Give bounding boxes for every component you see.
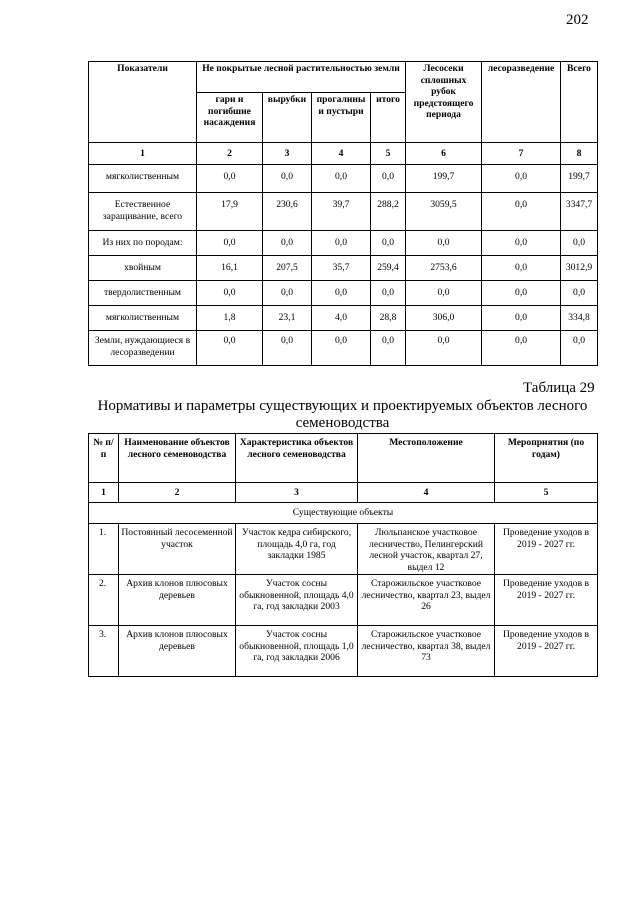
cell: 0,0 [371, 281, 406, 306]
header-measures: Мероприятия (по годам) [495, 434, 598, 483]
object-name: Архив клонов плюсовых деревьев [119, 575, 236, 626]
row-label: мягколиственным [89, 306, 197, 331]
cell: 0,0 [263, 165, 312, 193]
column-number: 3 [263, 143, 312, 165]
page-number: 202 [566, 12, 589, 28]
row-number: 2. [89, 575, 119, 626]
cell: 1,8 [197, 306, 263, 331]
column-number: 4 [312, 143, 371, 165]
row-label: хвойным [89, 256, 197, 281]
table-row [89, 331, 598, 366]
cell: 3012,9 [561, 256, 598, 281]
header-burnt: гари и погибшие насаждения [197, 93, 263, 143]
object-location: Люльпанское участковое лесничество, Пелингерский лесной участок, квартал 27, выдел 12 [358, 524, 495, 575]
object-name: Постоянный лесосеменной участок [119, 524, 236, 575]
cell: 2753,6 [406, 256, 482, 281]
object-characteristic: Участок сосны обыкновенной, площадь 4,0 га, год закладки 2003 [236, 575, 358, 626]
column-number: 3 [236, 483, 358, 503]
object-measures: Проведение уходов в 2019 - 2027 гг. [495, 626, 598, 677]
cell: 0,0 [406, 331, 482, 366]
object-name: Архив клонов плюсовых деревьев [119, 626, 236, 677]
table-row [89, 626, 598, 677]
object-location: Старожильское участковое лесничество, квартал 23, выдел 26 [358, 575, 495, 626]
cell: 35,7 [312, 256, 371, 281]
cell: 3347,7 [561, 193, 598, 231]
column-number: 1 [89, 483, 119, 503]
column-numbers-row [89, 143, 598, 165]
header-clearings: вырубки [263, 93, 312, 143]
cell: 230,6 [263, 193, 312, 231]
header-clearcuts: Лесосеки сплошных рубок предстоящего периода [406, 62, 482, 143]
section-row [89, 503, 598, 524]
table-row [89, 281, 598, 306]
cell: 288,2 [371, 193, 406, 231]
row-number: 3. [89, 626, 119, 677]
table-row [89, 193, 598, 231]
cell: 0,0 [406, 281, 482, 306]
header-name: Наименование объектов лесного семеноводства [119, 434, 236, 483]
row-label: Земли, нуждающиеся в лесоразведении [89, 331, 197, 366]
header-sum: Всего [561, 62, 598, 143]
cell: 0,0 [197, 165, 263, 193]
section-label: Существующие объекты [89, 503, 598, 524]
header-location: Местоположение [358, 434, 495, 483]
column-number: 8 [561, 143, 598, 165]
object-measures: Проведение уходов в 2019 - 2027 гг. [495, 524, 598, 575]
cell: 0,0 [482, 306, 561, 331]
cell: 0,0 [482, 231, 561, 256]
row-label: Естественное заращивание, всего [89, 193, 197, 231]
object-characteristic: Участок сосны обыкновенной, площадь 1,0 га, год закладки 2006 [236, 626, 358, 677]
table-row [89, 256, 598, 281]
cell: 259,4 [371, 256, 406, 281]
cell: 0,0 [197, 281, 263, 306]
cell: 0,0 [561, 231, 598, 256]
header-not-covered: Не покрытые лесной растительностью земли [197, 62, 406, 93]
object-characteristic: Участок кедра сибирского, площадь 4,0 га, год закладки 1985 [236, 524, 358, 575]
header-number: № п/п [89, 434, 119, 483]
cell: 0,0 [482, 281, 561, 306]
table-label: Таблица 29 [523, 380, 595, 396]
column-number: 7 [482, 143, 561, 165]
column-number: 5 [371, 143, 406, 165]
header-total: итого [371, 93, 406, 143]
cell: 207,5 [263, 256, 312, 281]
cell: 334,8 [561, 306, 598, 331]
header-indicators: Показатели [89, 62, 197, 143]
row-label: твердолиственным [89, 281, 197, 306]
row-label: мягколиственным [89, 165, 197, 193]
cell: 0,0 [312, 281, 371, 306]
table-row [89, 165, 598, 193]
column-number: 1 [89, 143, 197, 165]
cell: 0,0 [406, 231, 482, 256]
cell: 199,7 [406, 165, 482, 193]
table-row [89, 231, 598, 256]
object-location: Старожильское участковое лесничество, квартал 38, выдел 73 [358, 626, 495, 677]
cell: 0,0 [371, 231, 406, 256]
cell: 0,0 [312, 331, 371, 366]
column-number: 6 [406, 143, 482, 165]
header-afforestation: лесоразведение [482, 62, 561, 143]
cell: 0,0 [197, 331, 263, 366]
cell: 4,0 [312, 306, 371, 331]
table-row [89, 575, 598, 626]
header-characteristic: Характеристика объектов лесного семеноводства [236, 434, 358, 483]
cell: 39,7 [312, 193, 371, 231]
cell: 0,0 [482, 256, 561, 281]
cell: 16,1 [197, 256, 263, 281]
table-row [89, 306, 598, 331]
cell: 0,0 [482, 165, 561, 193]
table-title: Нормативы и параметры существующих и проектируемых объектов лесного семеноводства [97, 398, 588, 431]
cell: 23,1 [263, 306, 312, 331]
land-categories-table [88, 61, 598, 366]
cell: 0,0 [263, 331, 312, 366]
column-numbers-row [89, 483, 598, 503]
column-number: 5 [495, 483, 598, 503]
cell: 0,0 [561, 281, 598, 306]
column-number: 2 [197, 143, 263, 165]
cell: 0,0 [312, 231, 371, 256]
cell: 0,0 [312, 165, 371, 193]
table-row [89, 524, 598, 575]
cell: 0,0 [482, 193, 561, 231]
cell: 0,0 [263, 231, 312, 256]
row-label: Из них по породам: [89, 231, 197, 256]
cell: 306,0 [406, 306, 482, 331]
cell: 0,0 [371, 331, 406, 366]
cell: 28,8 [371, 306, 406, 331]
cell: 0,0 [482, 331, 561, 366]
object-measures: Проведение уходов в 2019 - 2027 гг. [495, 575, 598, 626]
cell: 0,0 [263, 281, 312, 306]
cell: 3059,5 [406, 193, 482, 231]
cell: 0,0 [561, 331, 598, 366]
header-glades: прогалины и пустыри [312, 93, 371, 143]
cell: 0,0 [197, 231, 263, 256]
seed-objects-table [88, 433, 598, 677]
cell: 0,0 [371, 165, 406, 193]
column-number: 2 [119, 483, 236, 503]
cell: 17,9 [197, 193, 263, 231]
column-number: 4 [358, 483, 495, 503]
cell: 199,7 [561, 165, 598, 193]
row-number: 1. [89, 524, 119, 575]
